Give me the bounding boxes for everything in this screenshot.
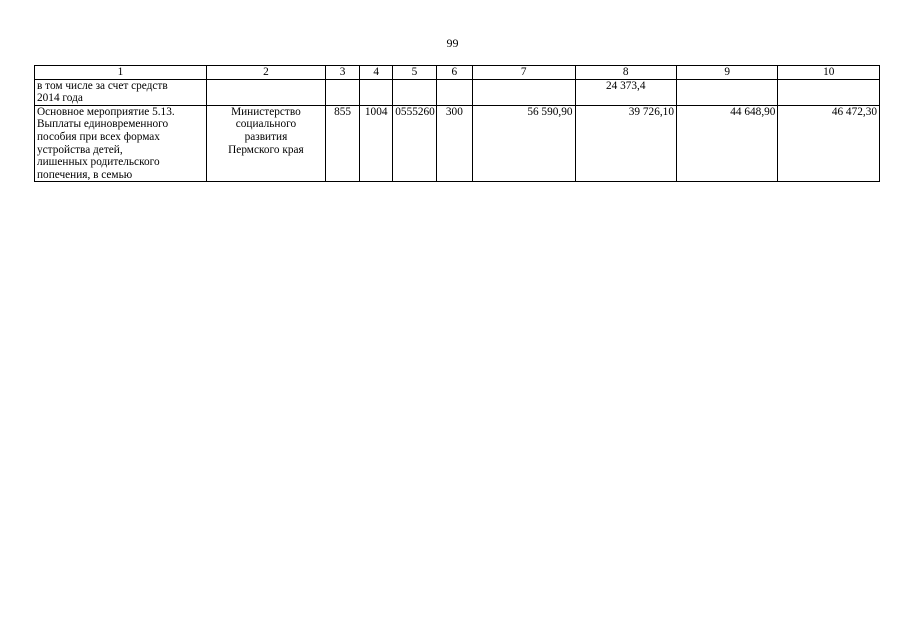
header-cell: 9 [676, 66, 777, 80]
header-cell: 5 [393, 66, 436, 80]
header-cell: 2 [206, 66, 325, 80]
row-value: 56 590,90 [472, 105, 575, 182]
page-number: 99 [446, 36, 459, 50]
header-cell: 10 [778, 66, 880, 80]
row-responsible: Министерство социального развития Пермского края [206, 105, 325, 182]
row-code [393, 79, 436, 105]
header-cell: 8 [575, 66, 676, 80]
row-code: 300 [436, 105, 472, 182]
row-description: Основное мероприятие 5.13. Выплаты единовременного пособия при всех формах устройства детей, лишенных родительского попечения, в семью [35, 105, 207, 182]
row-code [325, 79, 359, 105]
header-cell: 3 [325, 66, 359, 80]
row-value [472, 79, 575, 105]
row-description: в том числе за счет средств 2014 года [35, 79, 207, 105]
row-code [360, 79, 393, 105]
row-value: 44 648,90 [676, 105, 777, 182]
header-cell: 4 [360, 66, 393, 80]
row-code [436, 79, 472, 105]
row-responsible [206, 79, 325, 105]
row-value: 24 373,4 [575, 79, 676, 105]
row-code: 0555260 [393, 105, 436, 182]
header-cell: 7 [472, 66, 575, 80]
table-row [35, 79, 880, 105]
header-cell: 6 [436, 66, 472, 80]
table-row [35, 105, 880, 182]
row-code: 855 [325, 105, 359, 182]
row-value [676, 79, 777, 105]
row-value: 39 726,10 [575, 105, 676, 182]
row-value: 46 472,30 [778, 105, 880, 182]
header-cell: 1 [35, 66, 207, 80]
header-row [35, 66, 880, 80]
row-value [778, 79, 880, 105]
row-code: 1004 [360, 105, 393, 182]
budget-table [34, 65, 880, 182]
